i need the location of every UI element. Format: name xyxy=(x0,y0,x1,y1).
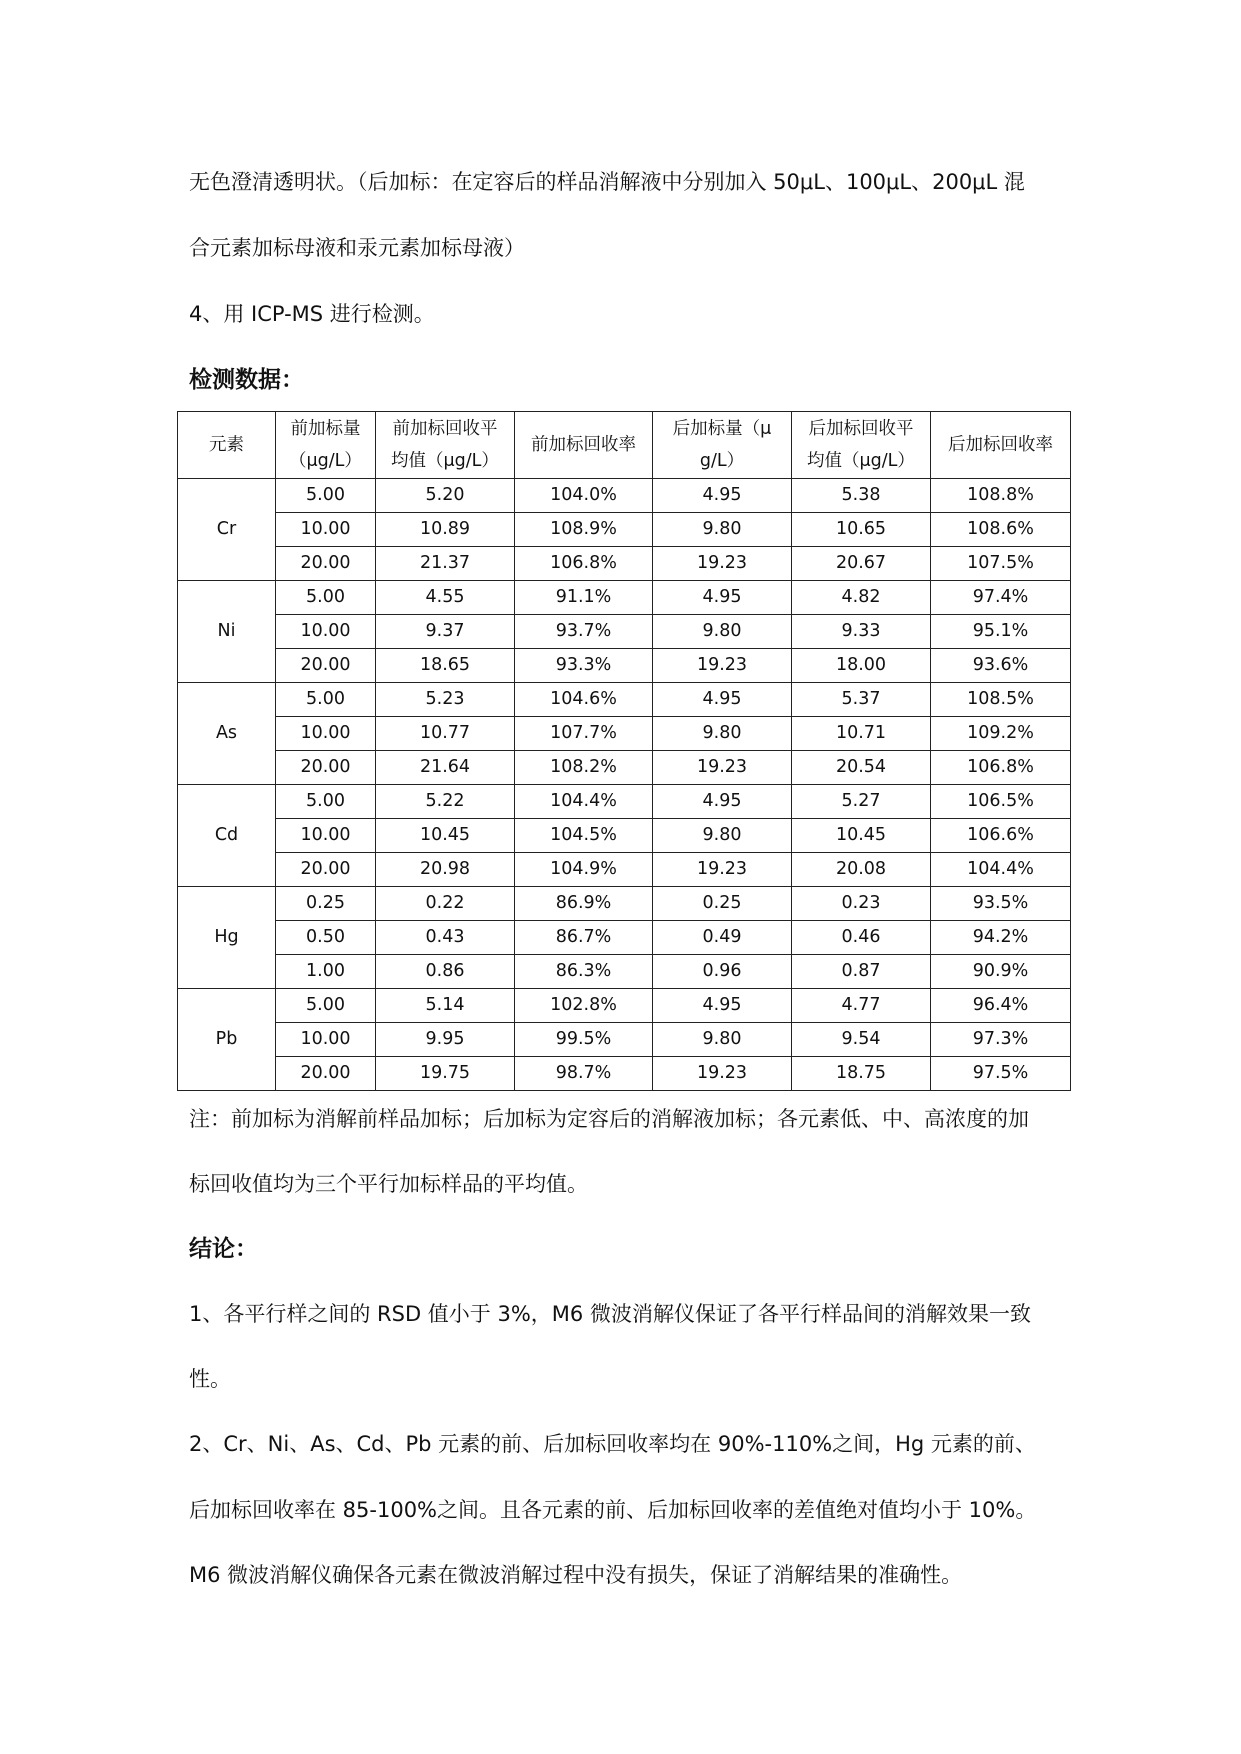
table-cell: 10.89 xyxy=(376,513,515,547)
table-cell: 0.49 xyxy=(653,921,792,955)
table-row xyxy=(178,1023,1071,1057)
table-row xyxy=(178,751,1071,785)
table-cell: 0.46 xyxy=(792,921,931,955)
table-cell: 10.45 xyxy=(792,819,931,853)
table-cell: 97.5% xyxy=(931,1057,1071,1091)
table-row xyxy=(178,819,1071,853)
table-cell: 9.95 xyxy=(376,1023,515,1057)
table-cell: 4.55 xyxy=(376,581,515,615)
element-cell: Cd xyxy=(178,785,276,887)
table-cell: 108.8% xyxy=(931,479,1071,513)
table-cell: 20.00 xyxy=(276,649,376,683)
table-cell: 108.5% xyxy=(931,683,1071,717)
element-cell: As xyxy=(178,683,276,785)
header-pre-rate: 前加标回收率 xyxy=(515,412,653,479)
table-cell: 10.00 xyxy=(276,717,376,751)
table-cell: 104.0% xyxy=(515,479,653,513)
recovery-table xyxy=(177,411,1071,1091)
table-cell: 10.00 xyxy=(276,1023,376,1057)
table-cell: 108.9% xyxy=(515,513,653,547)
header-pre-amount: 前加标量 （μg/L） xyxy=(276,412,376,479)
table-cell: 19.23 xyxy=(653,751,792,785)
table-row xyxy=(178,649,1071,683)
table-cell: 9.54 xyxy=(792,1023,931,1057)
table-row xyxy=(178,989,1071,1023)
table-cell: 20.98 xyxy=(376,853,515,887)
table-cell: 95.1% xyxy=(931,615,1071,649)
table-cell: 0.86 xyxy=(376,955,515,989)
table-cell: 9.80 xyxy=(653,513,792,547)
table-cell: 99.5% xyxy=(515,1023,653,1057)
table-cell: 106.5% xyxy=(931,785,1071,819)
step-4-text: 4、用 ICP-MS 进行检测。 xyxy=(189,302,435,326)
table-cell: 10.00 xyxy=(276,615,376,649)
table-row xyxy=(178,479,1071,513)
table-cell: 5.00 xyxy=(276,581,376,615)
table-cell: 5.00 xyxy=(276,479,376,513)
table-cell: 94.2% xyxy=(931,921,1071,955)
table-cell: 20.08 xyxy=(792,853,931,887)
element-cell: Pb xyxy=(178,989,276,1091)
table-cell: 20.00 xyxy=(276,751,376,785)
table-cell: 104.5% xyxy=(515,819,653,853)
table-row xyxy=(178,615,1071,649)
table-cell: 86.3% xyxy=(515,955,653,989)
table-cell: 5.00 xyxy=(276,989,376,1023)
element-cell: Cr xyxy=(178,479,276,581)
data-heading: 检测数据： xyxy=(189,367,304,393)
element-cell: Ni xyxy=(178,581,276,683)
table-row xyxy=(178,955,1071,989)
table-cell: 93.5% xyxy=(931,887,1071,921)
conclusion-2-line-2: 后加标回收率在 85-100%之间。且各元素的前、后加标回收率的差值绝对值均小于 10%。 xyxy=(189,1498,1037,1522)
table-cell: 19.23 xyxy=(653,1057,792,1091)
table-cell: 4.95 xyxy=(653,581,792,615)
table-body xyxy=(178,479,1071,1091)
conclusion-heading: 结论： xyxy=(189,1236,258,1262)
intro-line-2: 合元素加标母液和汞元素加标母液） xyxy=(189,236,525,260)
table-cell: 20.00 xyxy=(276,1057,376,1091)
table-cell: 19.23 xyxy=(653,853,792,887)
table-cell: 86.7% xyxy=(515,921,653,955)
table-cell: 86.9% xyxy=(515,887,653,921)
table-cell: 5.22 xyxy=(376,785,515,819)
table-cell: 0.50 xyxy=(276,921,376,955)
table-cell: 5.00 xyxy=(276,785,376,819)
table-cell: 104.6% xyxy=(515,683,653,717)
table-cell: 4.82 xyxy=(792,581,931,615)
table-cell: 21.37 xyxy=(376,547,515,581)
table-cell: 98.7% xyxy=(515,1057,653,1091)
table-cell: 4.95 xyxy=(653,683,792,717)
table-row xyxy=(178,921,1071,955)
table-cell: 97.4% xyxy=(931,581,1071,615)
table-cell: 0.87 xyxy=(792,955,931,989)
table-cell: 91.1% xyxy=(515,581,653,615)
table-row xyxy=(178,717,1071,751)
table-cell: 10.00 xyxy=(276,819,376,853)
header-post-average: 后加标回收平 均值（μg/L） xyxy=(792,412,931,479)
table-row xyxy=(178,513,1071,547)
header-pre-average: 前加标回收平 均值（μg/L） xyxy=(376,412,515,479)
table-row xyxy=(178,581,1071,615)
table-cell: 10.00 xyxy=(276,513,376,547)
table-cell: 19.23 xyxy=(653,547,792,581)
header-post-amount: 后加标量（μ g/L） xyxy=(653,412,792,479)
table-cell: 18.65 xyxy=(376,649,515,683)
conclusion-2-line-3: M6 微波消解仪确保各元素在微波消解过程中没有损失，保证了消解结果的准确性。 xyxy=(189,1563,963,1587)
table-row xyxy=(178,683,1071,717)
table-cell: 9.33 xyxy=(792,615,931,649)
table-cell: 18.00 xyxy=(792,649,931,683)
table-cell: 0.96 xyxy=(653,955,792,989)
table-cell: 0.25 xyxy=(653,887,792,921)
table-cell: 0.23 xyxy=(792,887,931,921)
table-header-row xyxy=(178,412,1071,479)
intro-line-1: 无色澄清透明状。（后加标：在定容后的样品消解液中分别加入 50μL、100μL、200μL 混 xyxy=(189,170,1025,194)
table-cell: 104.9% xyxy=(515,853,653,887)
table-cell: 5.00 xyxy=(276,683,376,717)
table-cell: 93.6% xyxy=(931,649,1071,683)
table-cell: 4.95 xyxy=(653,989,792,1023)
table-cell: 9.80 xyxy=(653,1023,792,1057)
table-cell: 97.3% xyxy=(931,1023,1071,1057)
table-cell: 107.5% xyxy=(931,547,1071,581)
table-cell: 4.77 xyxy=(792,989,931,1023)
conclusion-1-line-2: 性。 xyxy=(189,1367,231,1391)
table-cell: 5.27 xyxy=(792,785,931,819)
table-cell: 5.38 xyxy=(792,479,931,513)
table-cell: 20.00 xyxy=(276,547,376,581)
table-cell: 20.00 xyxy=(276,853,376,887)
table-cell: 10.71 xyxy=(792,717,931,751)
table-cell: 106.8% xyxy=(515,547,653,581)
table-row xyxy=(178,1057,1071,1091)
table-cell: 4.95 xyxy=(653,479,792,513)
table-cell: 18.75 xyxy=(792,1057,931,1091)
table-cell: 0.22 xyxy=(376,887,515,921)
table-cell: 10.65 xyxy=(792,513,931,547)
table-cell: 21.64 xyxy=(376,751,515,785)
table-cell: 9.80 xyxy=(653,819,792,853)
conclusion-2-line-1: 2、Cr、Ni、As、Cd、Pb 元素的前、后加标回收率均在 90%-110%之间，Hg 元素的前、 xyxy=(189,1432,1036,1456)
table-cell: 5.23 xyxy=(376,683,515,717)
conclusion-1-line-1: 1、各平行样之间的 RSD 值小于 3%，M6 微波消解仪保证了各平行样品间的消解效果一致 xyxy=(189,1302,1031,1326)
table-row xyxy=(178,887,1071,921)
table-cell: 9.37 xyxy=(376,615,515,649)
table-row xyxy=(178,547,1071,581)
table-cell: 19.75 xyxy=(376,1057,515,1091)
table-cell: 108.2% xyxy=(515,751,653,785)
table-cell: 20.54 xyxy=(792,751,931,785)
element-cell: Hg xyxy=(178,887,276,989)
table-cell: 5.14 xyxy=(376,989,515,1023)
table-cell: 5.37 xyxy=(792,683,931,717)
note-line-2: 标回收值均为三个平行加标样品的平均值。 xyxy=(189,1172,588,1196)
table-cell: 93.7% xyxy=(515,615,653,649)
table-row xyxy=(178,853,1071,887)
table-cell: 0.43 xyxy=(376,921,515,955)
header-element: 元素 xyxy=(178,412,276,479)
table-cell: 19.23 xyxy=(653,649,792,683)
table-cell: 10.77 xyxy=(376,717,515,751)
table-cell: 104.4% xyxy=(931,853,1071,887)
table-cell: 0.25 xyxy=(276,887,376,921)
table-cell: 5.20 xyxy=(376,479,515,513)
table-cell: 20.67 xyxy=(792,547,931,581)
table-cell: 102.8% xyxy=(515,989,653,1023)
table-cell: 106.6% xyxy=(931,819,1071,853)
table-cell: 93.3% xyxy=(515,649,653,683)
table-cell: 1.00 xyxy=(276,955,376,989)
table-cell: 10.45 xyxy=(376,819,515,853)
table-cell: 109.2% xyxy=(931,717,1071,751)
table-cell: 106.8% xyxy=(931,751,1071,785)
table-row xyxy=(178,785,1071,819)
table-cell: 108.6% xyxy=(931,513,1071,547)
table-cell: 96.4% xyxy=(931,989,1071,1023)
table-cell: 9.80 xyxy=(653,717,792,751)
table-cell: 9.80 xyxy=(653,615,792,649)
table-cell: 90.9% xyxy=(931,955,1071,989)
table-cell: 104.4% xyxy=(515,785,653,819)
table-cell: 4.95 xyxy=(653,785,792,819)
header-post-rate: 后加标回收率 xyxy=(931,412,1071,479)
table-cell: 107.7% xyxy=(515,717,653,751)
note-line-1: 注：前加标为消解前样品加标；后加标为定容后的消解液加标；各元素低、中、高浓度的加 xyxy=(189,1107,1029,1131)
